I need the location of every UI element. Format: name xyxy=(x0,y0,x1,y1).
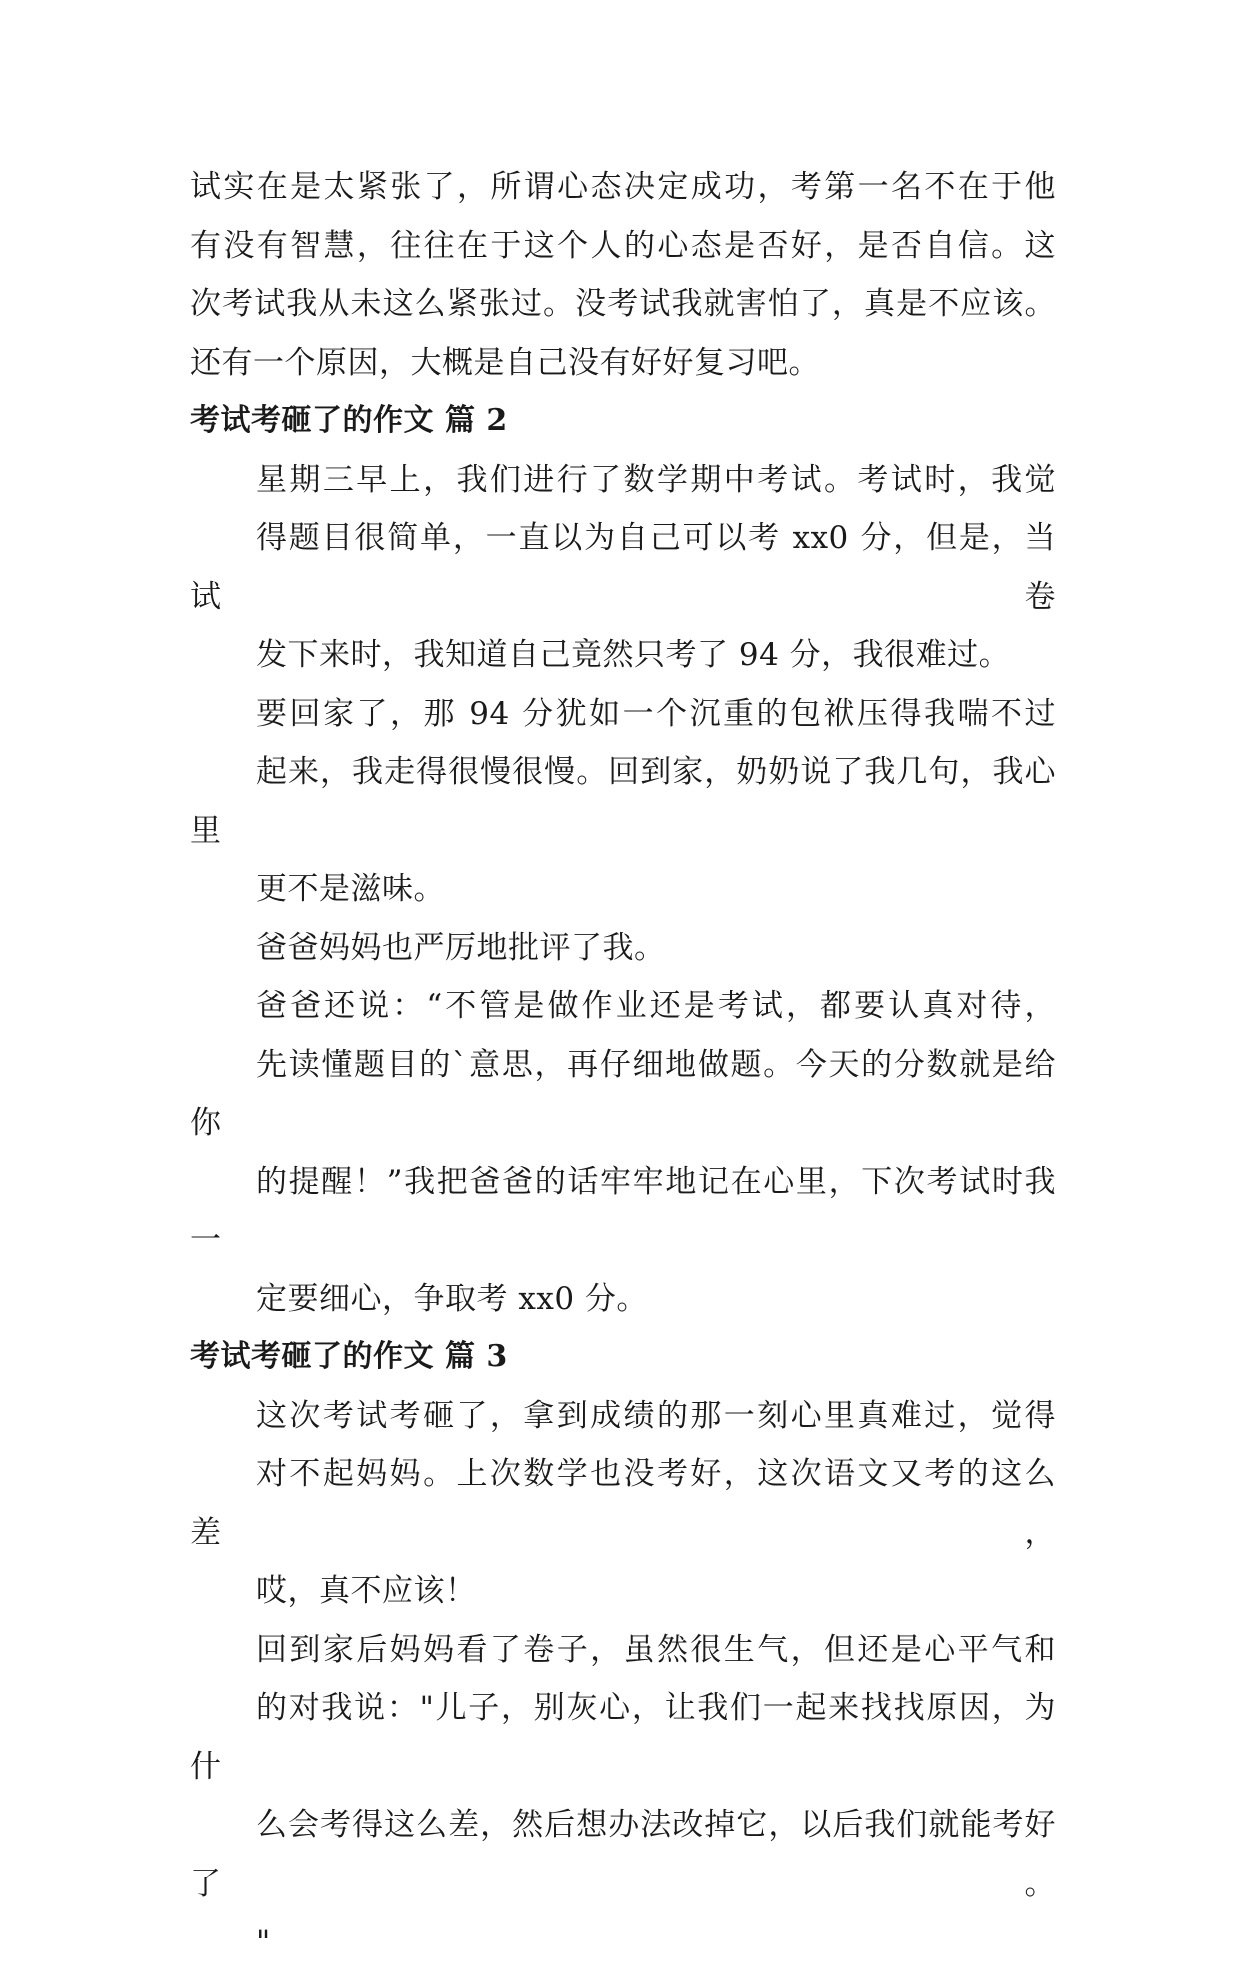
paragraph-line: 的对我说："儿子，别灰心，让我们一起来找找原因，为什 xyxy=(190,1690,1056,1785)
paragraph-line: 爸爸还说：“不管是做作业还是考试，都要认真对待， xyxy=(256,988,1056,1024)
paragraph-line: 么会考得这么差，然后想办法改掉它，以后我们就能考好了。 xyxy=(190,1807,1056,1902)
paragraph-line: 先读懂题目的`意思，再仔细地做题。今天的分数就是给你 xyxy=(190,1046,1056,1141)
section-heading: 考试考砸了的作文 篇 3 xyxy=(190,1339,508,1374)
paragraph-line: 发下来时，我知道自己竟然只考了 94 分，我很难过。 xyxy=(256,637,1011,673)
paragraph-line: 这次考试考砸了，拿到成绩的那一刻心里真难过，觉得 xyxy=(256,1397,1056,1434)
paragraph-line: 的提醒！”我把爸爸的话牢牢地记在心里，下次考试时我一 xyxy=(190,1163,1056,1258)
paragraph xyxy=(190,451,1056,685)
paragraph-line: 哎，真不应该！ xyxy=(256,1573,477,1609)
paragraph-line: 还有一个原因，大概是自己没有好好复习吧。 xyxy=(190,344,820,381)
paragraph-line: 爸爸妈妈也严厉地批评了我。 xyxy=(256,929,666,966)
section-heading: 考试考砸了的作文 篇 2 xyxy=(190,403,508,438)
paragraph-line: 定要细心，争取考 xx0 分。 xyxy=(256,1280,648,1317)
paragraph xyxy=(190,1621,1056,1972)
paragraph-line: 对不起妈妈。上次数学也没考好，这次语文又考的这么差， xyxy=(190,1456,1056,1551)
paragraph xyxy=(190,685,1056,919)
document-page xyxy=(190,158,1056,1972)
paragraph-line: 更不是滋味。 xyxy=(256,871,445,907)
paragraph-line: 试实在是太紧张了，所谓心态决定成功，考第一名不在于他 xyxy=(190,169,1056,205)
paragraph-line: 有没有智慧，往往在于这个人的心态是否好，是否自信。这 xyxy=(190,227,1056,264)
paragraph-line: 要回家了，那 94 分犹如一个沉重的包袱压得我喘不过 xyxy=(256,695,1056,732)
paragraph-line: 得题目很简单，一直以为自己可以考 xx0 分，但是，当试卷 xyxy=(190,520,1056,615)
paragraph xyxy=(190,1387,1056,1621)
paragraph xyxy=(190,158,1056,392)
paragraph xyxy=(190,977,1056,1328)
paragraph-line: 起来，我走得很慢很慢。回到家，奶奶说了我几句，我心里 xyxy=(190,754,1056,849)
paragraph xyxy=(190,919,1056,978)
paragraph-line: " xyxy=(256,1924,271,1960)
paragraph-line: 次考试我从未这么紧张过。没考试我就害怕了，真是不应该。 xyxy=(190,286,1056,322)
paragraph-line: 回到家后妈妈看了卷子，虽然很生气，但还是心平气和 xyxy=(256,1631,1056,1668)
paragraph-line: 星期三早上，我们进行了数学期中考试。考试时，我觉 xyxy=(256,461,1056,498)
